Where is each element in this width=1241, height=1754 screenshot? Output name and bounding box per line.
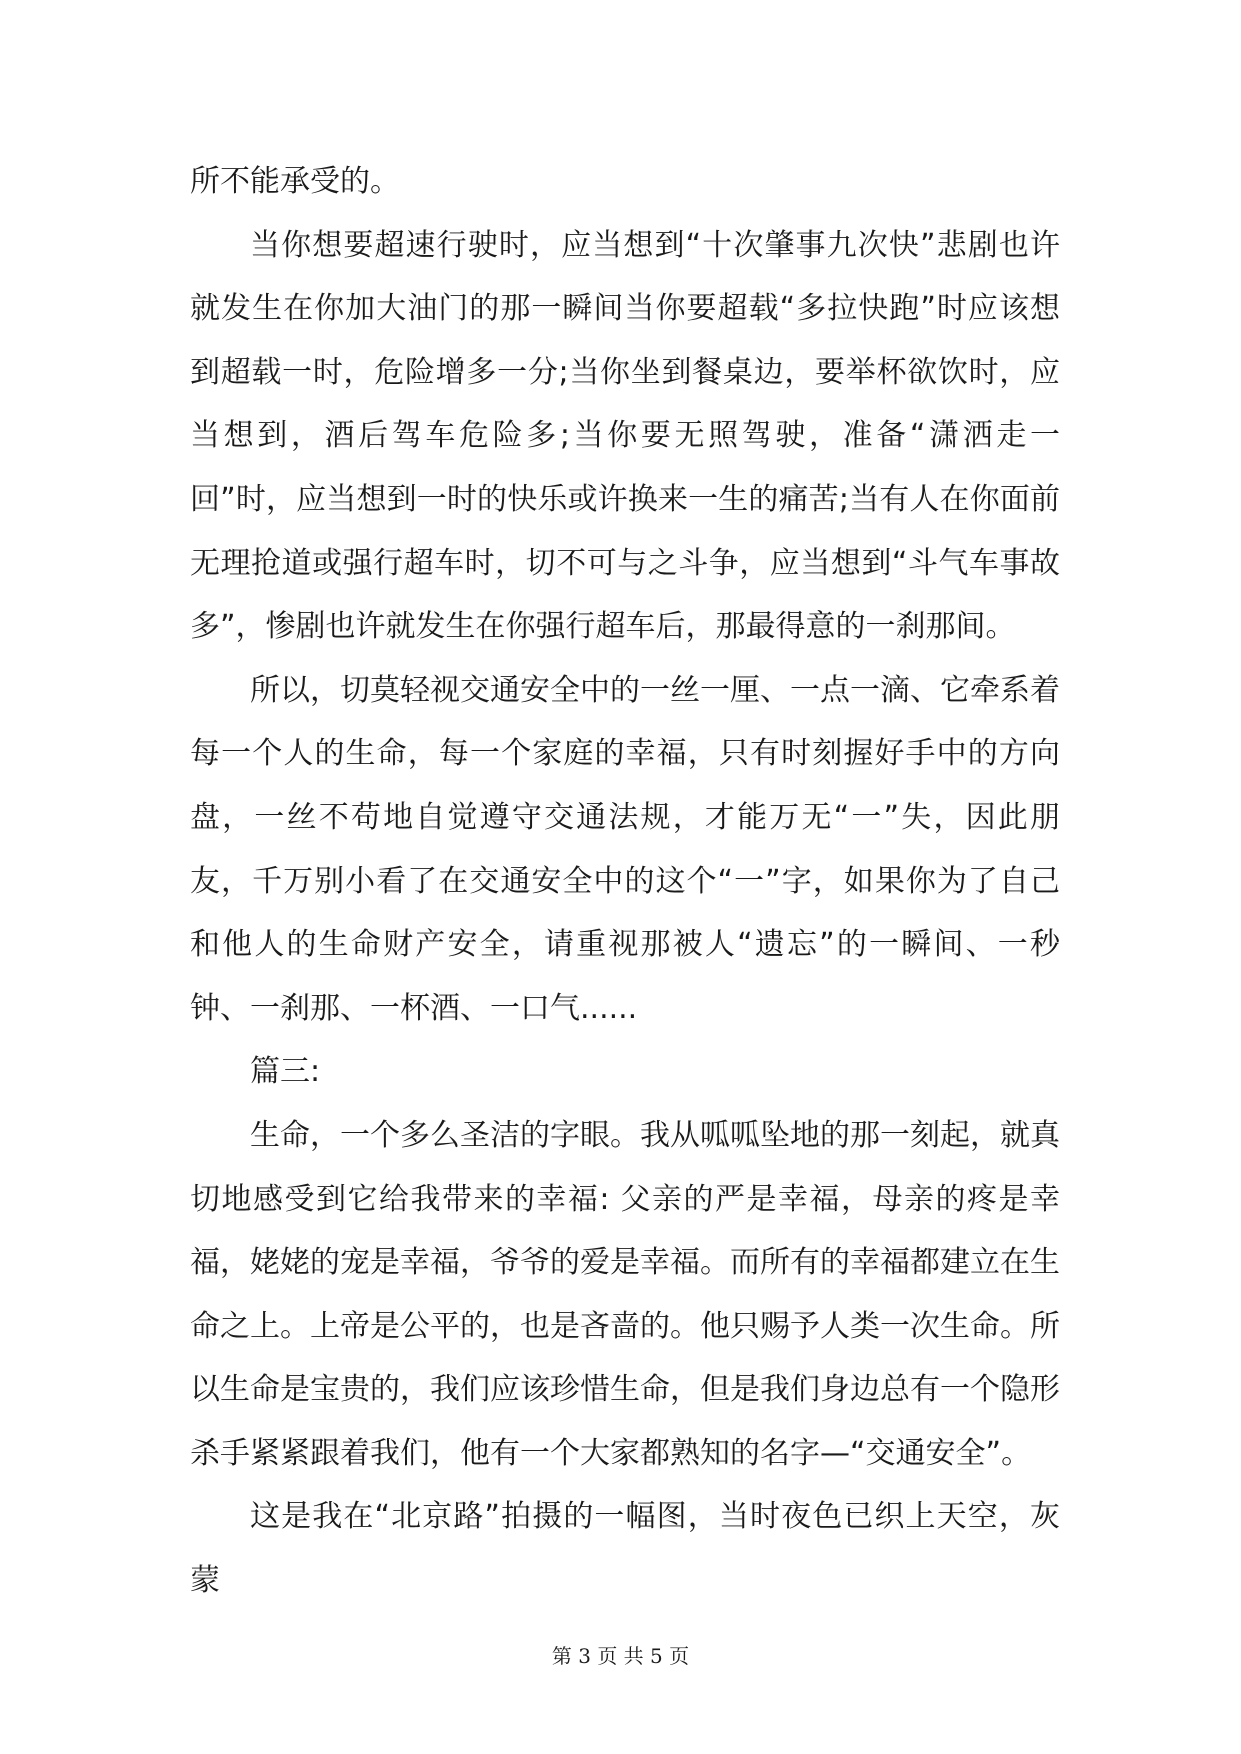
paragraph-life: 生命，一个多么圣洁的字眼。我从呱呱坠地的那一刻起，就真切地感受到它给我带来的幸福: 父亲的严是幸福，母亲的疼是幸福，姥姥的宠是幸福，爷爷的爱是幸福。而所有的幸福都建立在生命之上。上帝是公平的，也是吝啬的。他只赐予人类一次生命。所以生命是宝贵的，我们应该珍惜生命，但是我们身边总有一个隐形杀手紧紧跟着我们，他有一个大家都熟知的名字—“交通安全”。 <box>190 1117 1060 1471</box>
page-number-footer: 第 3 页 共 5 页 <box>551 1644 690 1668</box>
paragraph-photo: 这是我在“北京路”拍摄的一幅图，当时夜色已织上天空，灰蒙 <box>190 1499 1060 1599</box>
section-heading: 篇三: <box>250 1054 321 1090</box>
paragraph-conclusion: 所以，切莫轻视交通安全中的一丝一厘、一点一滴、它牵系着每一个人的生命，每一个家庭的幸福，只有时刻握好手中的方向盘，一丝不苟地自觉遵守交通法规，才能万无“一”失，因此朋友，千万别小看了在交通安全中的这个“一”字，如果你为了自己和他人的生命财产安全，请重视那被人“遗忘”的一瞬间、一秒钟、一刹那、一杯酒、一口气...... <box>190 672 1060 1026</box>
paragraph-speeding: 当你想要超速行驶时，应当想到“十次肇事九次快”悲剧也许就发生在你加大油门的那一瞬间当你要超载“多拉快跑”时应该想到超载一时，危险增多一分;当你坐到餐桌边，要举杯欲饮时，应当想到，酒后驾车危险多;当你要无照驾驶，准备“潇洒走一回”时，应当想到一时的快乐或许换来一生的痛苦;当有人在你面前无理抢道或强行超车时，切不可与之斗争，应当想到“斗气车事故多”，惨剧也许就发生在你强行超车后，那最得意的一刹那间。 <box>190 227 1060 645</box>
paragraph-continuation: 所不能承受的。 <box>190 164 400 199</box>
document-body <box>190 150 1060 1613</box>
